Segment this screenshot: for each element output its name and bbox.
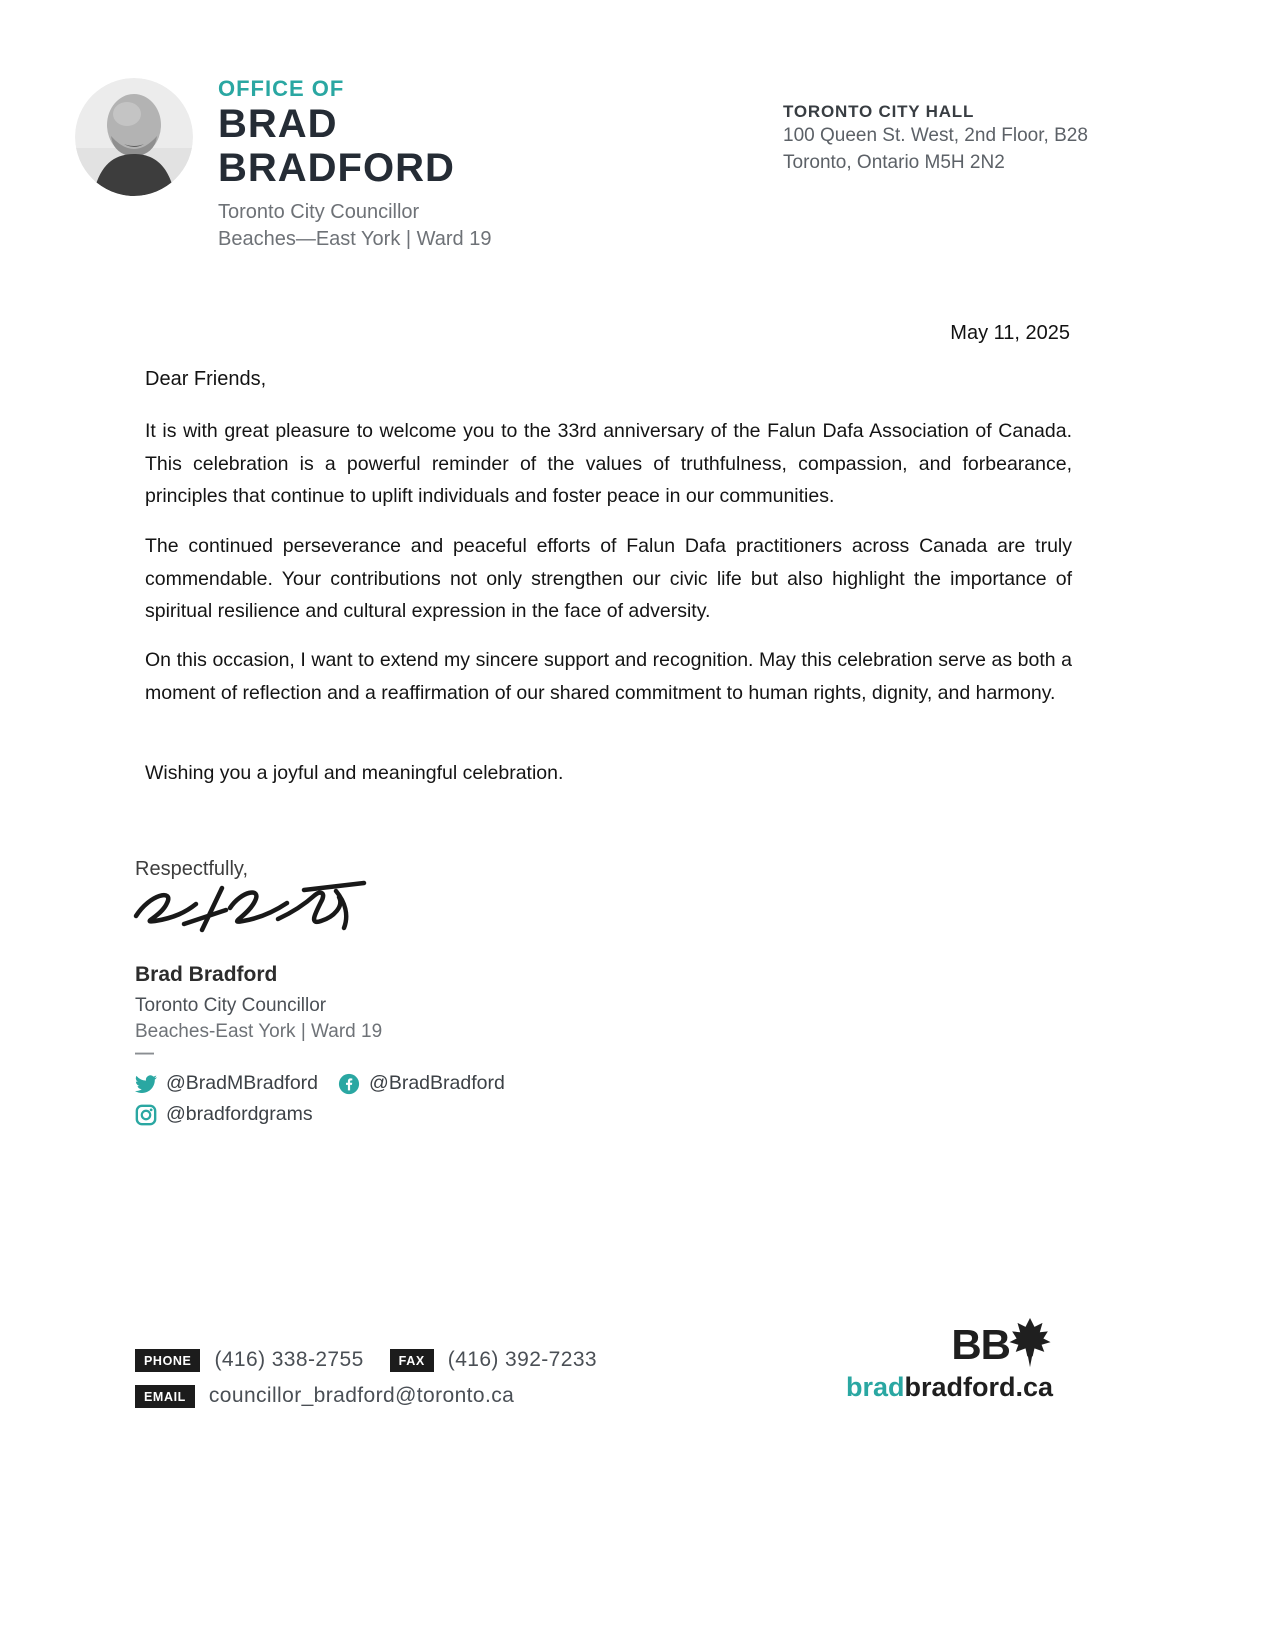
fax-number: (416) 392-7233 <box>447 1348 598 1371</box>
facebook-handle-item <box>338 1072 505 1095</box>
office-of-label: OFFICE OF <box>218 76 345 101</box>
twitter-handle-text: @BradMBradford <box>166 1072 319 1094</box>
email-row <box>135 1384 514 1408</box>
twitter-handle-item <box>135 1072 318 1095</box>
address-building: TORONTO CITY HALL <box>783 102 975 121</box>
facebook-icon <box>338 1073 360 1095</box>
instagram-handle-text: @bradfordgrams <box>166 1103 313 1125</box>
name-line-1: BRAD <box>218 102 338 146</box>
letter-date: May 11, 2025 <box>950 322 1070 344</box>
website-url-rest: bradford.ca <box>904 1372 1053 1402</box>
letterhead-identity <box>218 76 492 253</box>
signature-title: Toronto City Councillor <box>135 995 327 1016</box>
instagram-handle-item <box>135 1103 313 1126</box>
bb-logo-text: BB <box>951 1321 1010 1368</box>
salutation: Dear Friends, <box>145 368 267 390</box>
paragraph-4: Wishing you a joyful and meaningful celebration. <box>145 762 564 784</box>
signature-divider: — <box>135 1043 154 1064</box>
facebook-handle-text: @BradBradford <box>369 1072 505 1094</box>
closing-line: Respectfully, <box>135 858 249 880</box>
letterhead-title: Toronto City Councillor <box>218 201 420 223</box>
email-address: councillor_bradford@toronto.ca <box>208 1384 515 1407</box>
maple-leaf-icon <box>1007 1318 1053 1368</box>
twitter-icon <box>135 1073 157 1095</box>
paragraph-3: On this occasion, I want to extend my sincere support and recognition. May this celebration serve as both a moment of reflection and a reaffirmation of our shared commitment to human rights, dignity, and harmony. <box>145 649 1072 704</box>
phone-fax-row <box>135 1348 597 1372</box>
city-hall-address <box>783 102 1088 176</box>
fax-badge: FAX <box>390 1349 434 1372</box>
paragraph-2: The continued perseverance and peaceful efforts of Falun Dafa practitioners across Canada are truly commendable. Your contributions not only strengthen our civic life but also highlight the importance of spiritual resilience and cultural expression in the face of adversity. <box>145 535 1072 622</box>
instagram-icon <box>135 1104 157 1126</box>
phone-badge: PHONE <box>135 1349 200 1372</box>
signature-scribble <box>128 878 380 948</box>
handwritten-signature <box>128 878 380 948</box>
portrait-photo <box>75 78 193 196</box>
website-url <box>846 1372 1053 1403</box>
website-url-brad: brad <box>845 1372 905 1402</box>
address-line-2: Toronto, Ontario M5H 2N2 <box>783 152 1005 173</box>
address-line-1: 100 Queen St. West, 2nd Floor, B28 <box>783 125 1088 146</box>
portrait-illustration <box>75 78 193 196</box>
brand-block <box>846 1322 1053 1403</box>
signature-ward: Beaches-East York | Ward 19 <box>135 1021 383 1042</box>
letterhead-ward: Beaches—East York | Ward 19 <box>218 228 492 250</box>
social-row-1 <box>135 1072 505 1095</box>
social-row-2 <box>135 1103 313 1126</box>
name-line-2: BRADFORD <box>218 146 455 190</box>
phone-number: (416) 338-2755 <box>214 1348 364 1371</box>
paragraph-1: It is with great pleasure to welcome you to the 33rd anniversary of the Falun Dafa Association of Canada. This celebration is a powerful reminder of the values of truthfulness, compassion, and forbearance, principles that continue to uplift individuals and foster peace in our communities. <box>145 420 1072 507</box>
signature-name: Brad Bradford <box>135 963 278 986</box>
email-badge: EMAIL <box>135 1385 195 1408</box>
bb-logo <box>846 1322 1053 1368</box>
